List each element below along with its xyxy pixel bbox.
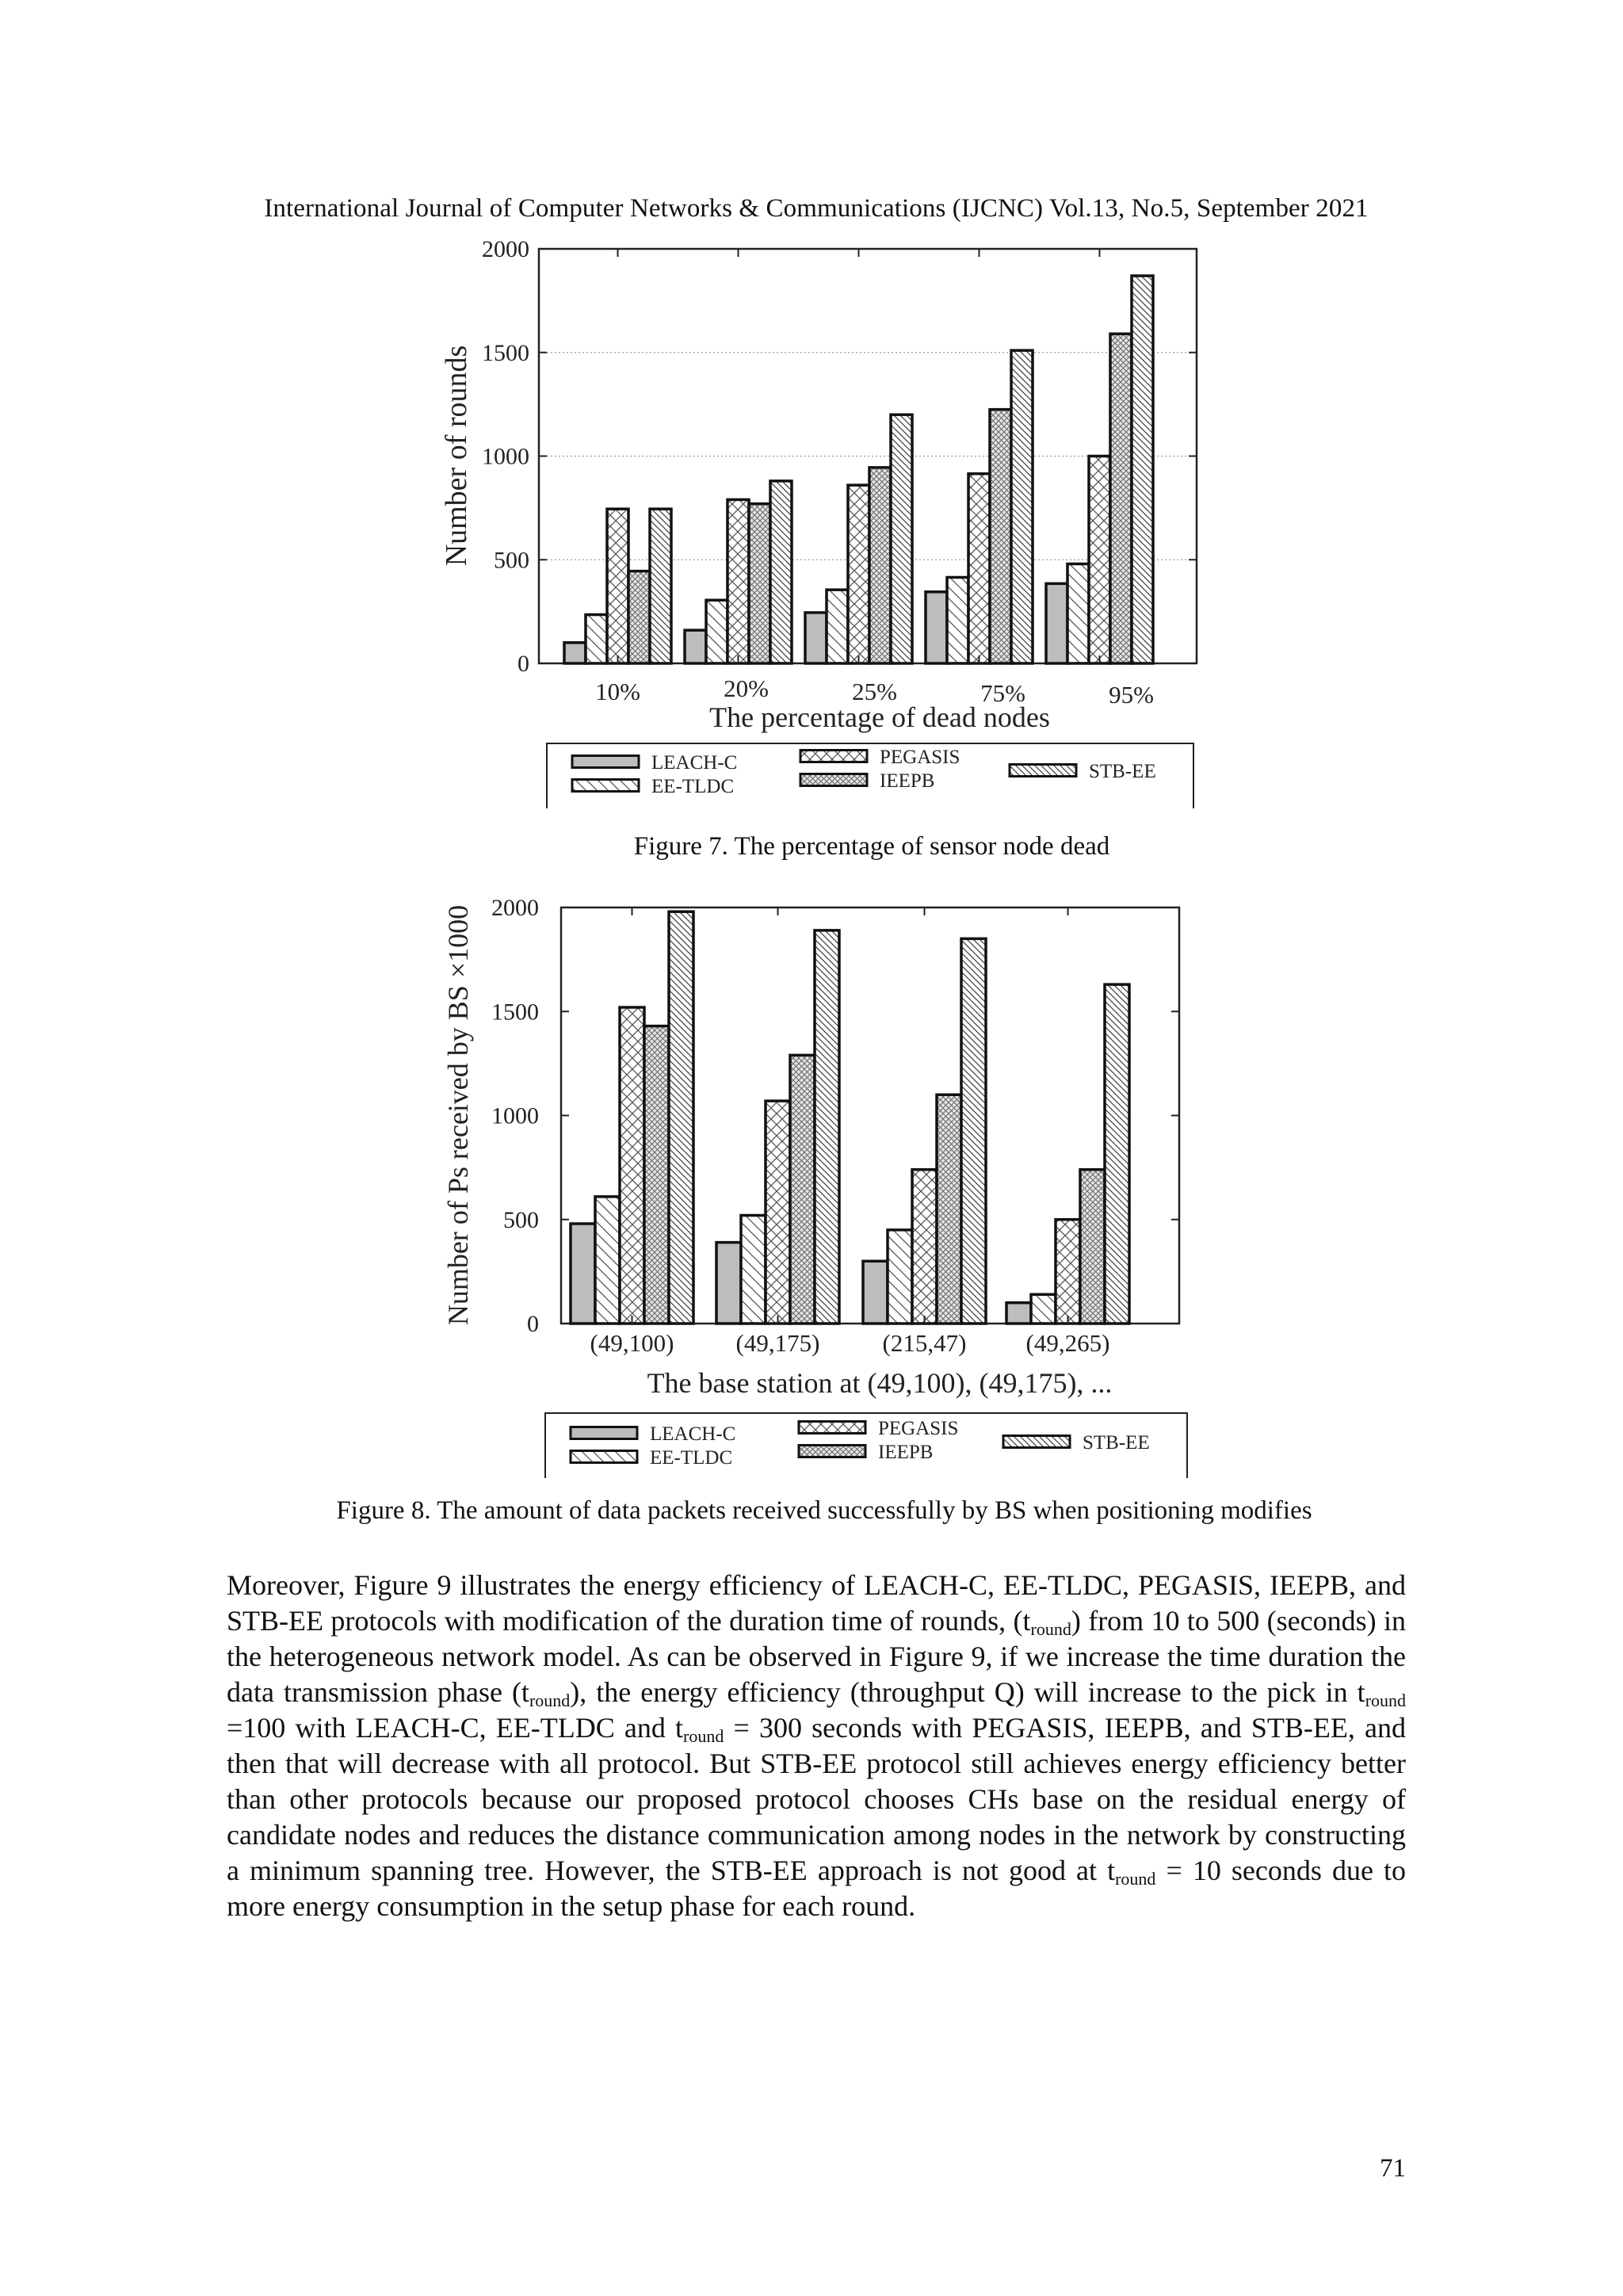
y-tick-label: 2000: [491, 895, 539, 921]
bar-pegasis: [1056, 1220, 1080, 1324]
bar-pegasis: [848, 485, 869, 663]
y-tick-label: 1000: [491, 1102, 539, 1129]
legend-label: IEEPB: [880, 770, 935, 792]
figure-7-chart: [0, 238, 1623, 808]
bar-pegasis: [912, 1170, 937, 1324]
bar-leach-c: [926, 592, 947, 663]
legend-swatch-pegasis: [800, 751, 867, 762]
y-tick-label: 1000: [482, 443, 529, 470]
bar-stb-ee: [1105, 984, 1129, 1324]
bar-ee-tldc: [595, 1197, 620, 1324]
x-axis-label: The percentage of dead nodes: [709, 701, 1050, 733]
bar-ee-tldc: [947, 577, 968, 663]
bar-stb-ee: [669, 911, 693, 1324]
x-tick-label: (215,47): [882, 1329, 967, 1357]
text-run: ), the energy efficiency (throughput Q) will increase to the pick in t: [570, 1676, 1365, 1708]
x-tick-label: (49,265): [1025, 1329, 1110, 1357]
figure-8-chart: [0, 892, 1623, 1478]
bar-ieepb: [869, 468, 891, 663]
bar-pegasis: [968, 474, 990, 663]
bar-leach-c: [805, 613, 827, 663]
y-axis-label: Number of rounds: [440, 345, 473, 567]
x-axis-label: The base station at (49,100), (49,175), ...: [647, 1367, 1113, 1399]
bar-ieepb: [628, 571, 650, 663]
bar-ieepb: [749, 504, 770, 663]
bar-leach-c: [1046, 583, 1067, 663]
y-axis-label: Number of Ps received by BS ×1000: [442, 904, 474, 1326]
legend-label: LEACH-C: [651, 752, 738, 774]
bar-pegasis: [727, 499, 749, 663]
legend-label: PEGASIS: [878, 1418, 959, 1439]
page-number: 71: [1380, 2154, 1406, 2183]
legend-label: EE-TLDC: [651, 776, 735, 797]
bar-ee-tldc: [586, 615, 607, 663]
subscript: round: [1115, 1869, 1156, 1889]
legend-label: STB-EE: [1083, 1432, 1150, 1454]
bar-ieepb: [1110, 334, 1132, 663]
legend-swatch-ee-tldc: [572, 780, 639, 792]
y-tick-label: 500: [494, 547, 529, 574]
bar-stb-ee: [650, 509, 671, 663]
subscript: round: [1365, 1690, 1407, 1710]
text-run: = 300 seconds with PEGASIS, IEEPB, and STB-EE, and then that will decrease with all protocol. But STB-EE protocol still achieves energy efficiency better than other protocols because our proposed protocol chooses CHs base on the residual energy of candidate nodes and reduces the distance communication among nodes in the network by constructing a minimum spanning tree. However, the STB-EE approach is not good at t: [227, 1712, 1407, 1886]
legend-swatch-stb-ee: [1010, 765, 1076, 777]
y-tick-label: 1500: [491, 999, 539, 1026]
bar-ee-tldc: [741, 1216, 766, 1324]
bar-stb-ee: [815, 930, 839, 1324]
bar-leach-c: [1006, 1303, 1031, 1324]
bar-stb-ee: [1132, 276, 1153, 663]
subscript: round: [1030, 1619, 1071, 1639]
bar-ieepb: [937, 1095, 961, 1324]
bar-ieepb: [1080, 1170, 1105, 1324]
y-tick-label: 500: [503, 1206, 539, 1233]
text-run: ) from 10 to 500 (seconds) in the heterogeneous network model. As can be observed in Figure 9, if we increase the time duration the data transmission phase (t: [227, 1605, 1406, 1708]
legend-label: IEEPB: [878, 1442, 934, 1463]
x-tick-label: 75%: [980, 679, 1025, 707]
bar-stb-ee: [770, 481, 792, 663]
x-tick-label: 25%: [852, 678, 897, 705]
x-tick-label: 10%: [595, 678, 640, 705]
bar-ieepb: [790, 1055, 815, 1324]
x-tick-label: 95%: [1109, 681, 1154, 709]
bar-leach-c: [564, 643, 586, 663]
legend-label: LEACH-C: [650, 1423, 736, 1445]
y-tick-label: 1500: [482, 339, 529, 366]
figure-8-caption: Figure 8. The amount of data packets received successfully by BS when positioning modifies: [336, 1496, 1312, 1525]
bar-stb-ee: [1011, 350, 1033, 663]
text-run: = 10 seconds due to more energy consumption in the setup phase for each round.: [227, 1855, 1406, 1922]
bar-pegasis: [1089, 457, 1110, 664]
legend: [545, 1413, 1187, 1478]
bar-leach-c: [685, 630, 706, 663]
bar-ee-tldc: [827, 590, 848, 663]
bar-ee-tldc: [1031, 1294, 1056, 1324]
y-tick-label: 2000: [482, 238, 529, 262]
bar-pegasis: [607, 509, 628, 663]
x-tick-label: 20%: [724, 674, 769, 702]
bar-leach-c: [571, 1224, 595, 1324]
legend-swatch-stb-ee: [1003, 1436, 1070, 1448]
bar-stb-ee: [891, 415, 912, 663]
text-run: =100 with LEACH-C, EE-TLDC and t: [227, 1712, 684, 1744]
legend-swatch-leach-c: [571, 1427, 637, 1439]
bar-pegasis: [620, 1007, 644, 1324]
bar-leach-c: [863, 1261, 888, 1324]
bar-stb-ee: [961, 938, 986, 1324]
text-run: Moreover, Figure 9 illustrates the energy efficiency of LEACH-C, EE-TLDC, PEGASIS, IEEPB, and STB-EE protocols with modification of the duration time of rounds, (t: [227, 1569, 1406, 1637]
body-paragraph: [227, 1568, 1406, 1924]
bar-leach-c: [716, 1243, 741, 1324]
bar-ieepb: [644, 1026, 669, 1324]
running-header: International Journal of Computer Networks & Communications (IJCNC) Vol.13, No.5, September 2021: [264, 194, 1369, 223]
bar-pegasis: [766, 1101, 790, 1324]
legend-swatch-pegasis: [799, 1422, 865, 1434]
legend: [547, 743, 1193, 808]
legend-swatch-ieepb: [799, 1446, 865, 1457]
x-tick-label: (49,175): [735, 1329, 820, 1357]
legend-label: STB-EE: [1089, 761, 1156, 782]
bar-ieepb: [990, 410, 1011, 663]
y-tick-label: 0: [517, 651, 529, 677]
legend-label: PEGASIS: [880, 747, 960, 768]
bar-ee-tldc: [706, 600, 727, 663]
legend-swatch-leach-c: [572, 756, 639, 768]
legend-label: EE-TLDC: [650, 1447, 733, 1469]
bar-ee-tldc: [888, 1230, 912, 1324]
legend-swatch-ieepb: [800, 774, 867, 786]
x-tick-label: (49,100): [590, 1329, 674, 1357]
subscript: round: [683, 1726, 724, 1746]
figure-7-caption: Figure 7. The percentage of sensor node dead: [633, 832, 1110, 861]
bar-ee-tldc: [1067, 563, 1089, 663]
subscript: round: [529, 1690, 571, 1710]
y-tick-label: 0: [527, 1311, 539, 1337]
legend-swatch-ee-tldc: [571, 1451, 637, 1463]
